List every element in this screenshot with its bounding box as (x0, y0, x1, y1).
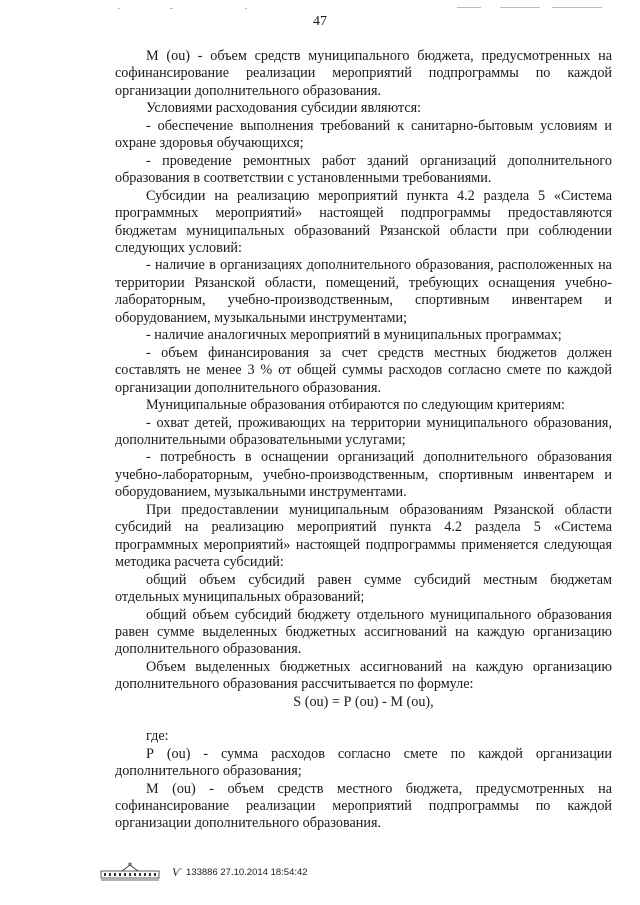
paragraph: - охват детей, проживающих на территории муниципального образования, дополнительными образовательными услугами; (115, 414, 612, 448)
paragraph: - проведение ремонтных работ зданий организаций дополнительного образования в соответствии с установленными требованиями. (115, 152, 612, 187)
paragraph: - объем финансирования за счет средств местных бюджетов должен составлять не менее 3 % от общей суммы расходов согласно смете по каждой организации дополнительного образования. (115, 344, 612, 396)
paragraph: Субсидии на реализацию мероприятий пункта 4.2 раздела 5 «Система программных мероприятий» настоящей подпрограммы предоставляются бюджетам муниципальных образований Рязанской области при соблюдении следующих условий: (115, 187, 612, 256)
paragraph: Объем выделенных бюджетных ассигнований на каждую организацию дополнительного образования рассчитывается по формуле: (115, 658, 612, 693)
paragraph: - наличие аналогичных мероприятий в муниципальных программах; (146, 327, 562, 344)
scan-artifact (0, 6, 640, 12)
paragraph: - обеспечение выполнения требований к санитарно-бытовым условиям и охране здоровья обучающихся; (115, 117, 612, 152)
government-building-icon (100, 862, 160, 882)
page-number: 47 (313, 14, 327, 29)
registration-stamp: 133886 27.10.2014 18:54:42 (186, 866, 308, 878)
paragraph: - потребность в оснащении организаций дополнительного образования учебно-лабораторным, учебно-производственным, спортивным инвентарем и оборудованием, музыкальными инструментами. (115, 449, 612, 501)
paragraph: общий объем субсидий бюджету отдельного муниципального образования равен сумме выделенных бюджетных ассигнований на каждую организацию дополнительного образования. (115, 606, 612, 658)
document-body (115, 48, 612, 833)
paragraph: М (оu) - объем средств муниципального бюджета, предусмотренных на софинансирование реализации мероприятий подпрограммы по каждой организации дополнительного образования. (115, 48, 612, 99)
paragraph: - наличие в организациях дополнительного образования, расположенных на территории Рязанской области, помещений, требующих оснащения учебно-лабораторным, учебно-производственным, спортивным инвентарем и оборудованием, музыкальными инструментами; (115, 257, 612, 326)
footer-stamp (100, 862, 308, 882)
paragraph: При предоставлении муниципальным образованиям Рязанской области субсидий на реализацию мероприятий пункта 4.2 раздела 5 «Система программных мероприятий» настоящей подпрограммы применяется следующая методика расчета субсидий: (115, 501, 612, 571)
paragraph: Условиями расходования субсидии являются: (146, 100, 422, 117)
paragraph: Р (оu) - сумма расходов согласно смете по каждой организации дополнительного образования; (115, 745, 612, 780)
paragraph: где: (146, 728, 169, 745)
paragraph: М (оu) - объем средств местного бюджета, предусмотренных на софинансирование реализации мероприятий подпрограммы по каждой организации дополнительного образования. (115, 780, 612, 832)
signature-mark: Ѵ (172, 864, 181, 879)
formula: S (оu) = Р (оu) - М (оu), (293, 693, 434, 710)
paragraph: общий объем субсидий равен сумме субсидий местным бюджетам отдельных муниципальных образований; (115, 571, 612, 606)
paragraph: Муниципальные образования отбираются по следующим критериям: (146, 397, 565, 414)
